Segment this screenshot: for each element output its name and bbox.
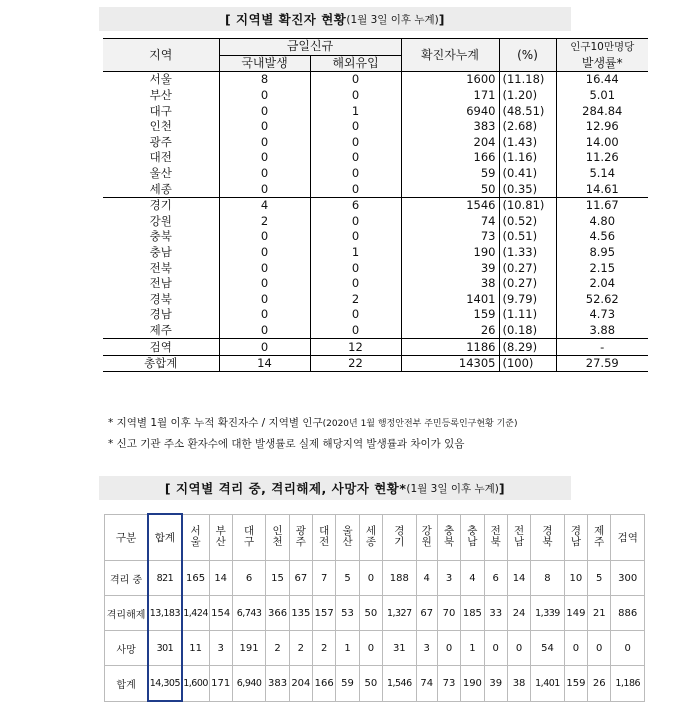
cumulative-cell: 171 bbox=[401, 88, 499, 104]
value-cell: 13,183 bbox=[148, 596, 181, 631]
region-cell: 경북 bbox=[103, 292, 219, 308]
column-header bbox=[336, 514, 359, 561]
note-1-text: * 지역별 1월 이후 누적 확진자수 / 지역별 인구 bbox=[108, 417, 323, 429]
domestic-cell: 0 bbox=[219, 166, 310, 182]
table-row bbox=[105, 631, 645, 666]
value-cell: 4 bbox=[461, 561, 484, 596]
domestic-cell: 0 bbox=[219, 292, 310, 308]
table-row bbox=[103, 103, 648, 119]
cumulative-cell: 38 bbox=[401, 276, 499, 292]
table-row bbox=[103, 307, 648, 323]
overseas-cell: 0 bbox=[310, 135, 401, 151]
value-cell: 7 bbox=[313, 561, 336, 596]
rate-cell: 4.56 bbox=[589, 229, 616, 244]
value-cell: 0 bbox=[359, 631, 382, 666]
value-cell: 154 bbox=[209, 596, 232, 631]
value-cell: 0 bbox=[611, 631, 645, 666]
value-cell: 14,305 bbox=[148, 666, 181, 702]
domestic-cell: 0 bbox=[219, 260, 310, 276]
header-domestic: 국내발생 bbox=[219, 55, 310, 72]
domestic-cell: 0 bbox=[219, 229, 310, 245]
cumulative-cell: 50 bbox=[401, 181, 499, 197]
value-cell: 3 bbox=[437, 561, 460, 596]
overseas-cell: 6 bbox=[310, 197, 401, 213]
column-header bbox=[416, 514, 437, 561]
region-cell: 제주 bbox=[103, 323, 219, 339]
overseas-cell: 12 bbox=[310, 339, 401, 356]
value-cell: 1,600 bbox=[182, 666, 209, 702]
table-row bbox=[103, 197, 648, 213]
value-cell: 26 bbox=[588, 666, 611, 702]
value-cell: 3 bbox=[416, 631, 437, 666]
overseas-cell: 0 bbox=[310, 119, 401, 135]
column-header-label: 제주 bbox=[594, 525, 605, 549]
value-cell: 6 bbox=[232, 561, 265, 596]
column-header-label: 경남 bbox=[570, 525, 581, 549]
section2-title-text: [ 지역별 격리 중, 격리해제, 사망자 현황* bbox=[164, 481, 407, 496]
column-header-label: 광주 bbox=[295, 525, 306, 549]
column-header bbox=[611, 514, 645, 561]
value-cell: 185 bbox=[461, 596, 484, 631]
domestic-cell: 4 bbox=[219, 197, 310, 213]
isolation-status-table bbox=[104, 513, 645, 702]
rate-cell: 14.00 bbox=[585, 134, 619, 149]
value-cell: 38 bbox=[507, 666, 530, 702]
value-cell: 188 bbox=[383, 561, 416, 596]
row-header: 합계 bbox=[105, 666, 149, 702]
percent-cell: (1.33) bbox=[499, 245, 556, 261]
table-row bbox=[103, 88, 648, 104]
percent-cell: (0.52) bbox=[499, 214, 556, 230]
confirmed-cases-table bbox=[103, 38, 648, 372]
value-cell: 14 bbox=[507, 561, 530, 596]
percent-cell: (10.81) bbox=[499, 197, 556, 213]
rate-cell: 11.67 bbox=[556, 197, 648, 213]
overseas-cell: 0 bbox=[310, 307, 401, 323]
cumulative-cell: 1546 bbox=[401, 197, 499, 213]
column-header bbox=[266, 514, 289, 561]
table-row bbox=[103, 339, 648, 356]
rate-cell: 4.80 bbox=[589, 213, 616, 228]
column-header-label: 대구 bbox=[244, 525, 255, 549]
overseas-cell: 1 bbox=[310, 245, 401, 261]
region-cell: 강원 bbox=[103, 214, 219, 230]
region-cell: 서울 bbox=[103, 72, 219, 88]
region-cell: 전북 bbox=[103, 260, 219, 276]
cumulative-cell: 383 bbox=[401, 119, 499, 135]
value-cell: 2 bbox=[266, 631, 289, 666]
value-cell: 24 bbox=[507, 596, 530, 631]
column-header bbox=[182, 514, 209, 561]
value-cell: 1 bbox=[336, 631, 359, 666]
overseas-cell: 0 bbox=[310, 214, 401, 230]
table-row bbox=[103, 260, 648, 276]
value-cell: 8 bbox=[531, 561, 564, 596]
cumulative-cell: 26 bbox=[401, 323, 499, 339]
column-header-label: 충남 bbox=[467, 525, 478, 549]
value-cell: 159 bbox=[564, 666, 587, 702]
column-header bbox=[437, 514, 460, 561]
column-header-label: 충북 bbox=[443, 525, 455, 549]
table-row bbox=[103, 150, 648, 166]
value-cell: 74 bbox=[416, 666, 437, 702]
percent-cell: (48.51) bbox=[499, 103, 556, 119]
column-header-label: 경북 bbox=[542, 525, 553, 549]
percent-cell: (1.11) bbox=[499, 307, 556, 323]
header-cumulative: 확진자누계 bbox=[401, 39, 499, 72]
value-cell: 3 bbox=[209, 631, 232, 666]
table-row bbox=[103, 229, 648, 245]
value-cell: 204 bbox=[289, 666, 312, 702]
cumulative-cell: 166 bbox=[401, 150, 499, 166]
table-row bbox=[103, 245, 648, 261]
rate-cell: 8.95 bbox=[589, 245, 616, 260]
region-cell: 부산 bbox=[103, 88, 219, 104]
value-cell: 166 bbox=[313, 666, 336, 702]
value-cell: 1,327 bbox=[383, 596, 416, 631]
table-row bbox=[103, 72, 648, 88]
overseas-cell: 0 bbox=[310, 88, 401, 104]
value-cell: 73 bbox=[437, 666, 460, 702]
header-percent: (%) bbox=[499, 39, 556, 72]
value-cell: 53 bbox=[336, 596, 359, 631]
percent-cell: (2.68) bbox=[499, 119, 556, 135]
rate-cell: 5.14 bbox=[589, 166, 616, 181]
percent-cell: (0.51) bbox=[499, 229, 556, 245]
value-cell: 6,940 bbox=[232, 666, 265, 702]
table-row bbox=[103, 355, 648, 372]
value-cell: 301 bbox=[148, 631, 181, 666]
column-header bbox=[105, 514, 149, 561]
column-header bbox=[232, 514, 265, 561]
column-header-label: 서울 bbox=[190, 525, 201, 549]
column-header-label: 대전 bbox=[319, 525, 330, 549]
rate-cell: 3.88 bbox=[589, 322, 616, 337]
table-row bbox=[103, 323, 648, 339]
value-cell: 0 bbox=[507, 631, 530, 666]
value-cell: 2 bbox=[313, 631, 336, 666]
value-cell: 50 bbox=[359, 666, 382, 702]
region-cell: 검역 bbox=[103, 339, 219, 356]
table-row bbox=[105, 561, 645, 596]
column-header bbox=[209, 514, 232, 561]
percent-cell: (8.29) bbox=[499, 339, 556, 356]
section1-title bbox=[99, 7, 571, 31]
table-row bbox=[103, 166, 648, 182]
domestic-cell: 0 bbox=[219, 150, 310, 166]
section2-title bbox=[99, 476, 571, 500]
rate-cell: 2.04 bbox=[589, 276, 616, 291]
value-cell: 1,424 bbox=[182, 596, 209, 631]
cumulative-cell: 59 bbox=[401, 166, 499, 182]
column-header-label: 검역 bbox=[617, 531, 638, 544]
value-cell: 191 bbox=[232, 631, 265, 666]
rate-cell: 52.62 bbox=[585, 291, 619, 306]
column-header-label: 인천 bbox=[272, 525, 283, 549]
note-1-source: (2020년 1월 행정안전부 주민등록인구현황 기준) bbox=[322, 419, 518, 429]
overseas-cell: 0 bbox=[310, 150, 401, 166]
overseas-cell: 0 bbox=[310, 72, 401, 88]
table-row bbox=[103, 181, 648, 197]
cumulative-cell: 6940 bbox=[401, 103, 499, 119]
value-cell: 190 bbox=[461, 666, 484, 702]
value-cell: 1,339 bbox=[531, 596, 564, 631]
domestic-cell: 0 bbox=[219, 119, 310, 135]
value-cell: 67 bbox=[416, 596, 437, 631]
percent-cell: (11.18) bbox=[499, 72, 556, 88]
section2-title-note: (1월 3일 이후 누계) bbox=[406, 482, 499, 495]
overseas-cell: 0 bbox=[310, 260, 401, 276]
rate-cell: 14.61 bbox=[585, 181, 619, 196]
percent-cell: (100) bbox=[499, 355, 556, 372]
value-cell: 0 bbox=[564, 631, 587, 666]
region-cell: 광주 bbox=[103, 135, 219, 151]
region-cell: 충남 bbox=[103, 245, 219, 261]
region-cell: 인천 bbox=[103, 119, 219, 135]
value-cell: 5 bbox=[336, 561, 359, 596]
cumulative-cell: 73 bbox=[401, 229, 499, 245]
value-cell: 39 bbox=[484, 666, 507, 702]
column-header bbox=[289, 514, 312, 561]
cumulative-cell: 39 bbox=[401, 260, 499, 276]
region-cell: 울산 bbox=[103, 166, 219, 182]
value-cell: 59 bbox=[336, 666, 359, 702]
value-cell: 14 bbox=[209, 561, 232, 596]
domestic-cell: 0 bbox=[219, 307, 310, 323]
percent-cell: (1.16) bbox=[499, 150, 556, 166]
cumulative-cell: 204 bbox=[401, 135, 499, 151]
value-cell: 33 bbox=[484, 596, 507, 631]
percent-cell: (1.20) bbox=[499, 88, 556, 104]
column-header bbox=[507, 514, 530, 561]
percent-cell: (0.41) bbox=[499, 166, 556, 182]
value-cell: 135 bbox=[289, 596, 312, 631]
domestic-cell: 0 bbox=[219, 88, 310, 104]
value-cell: 11 bbox=[182, 631, 209, 666]
cumulative-cell: 74 bbox=[401, 214, 499, 230]
percent-cell: (0.35) bbox=[499, 181, 556, 197]
column-header bbox=[383, 514, 416, 561]
domestic-cell: 0 bbox=[219, 103, 310, 119]
value-cell: 10 bbox=[564, 561, 587, 596]
value-cell: 31 bbox=[383, 631, 416, 666]
value-cell: 157 bbox=[313, 596, 336, 631]
header-overseas: 해외유입 bbox=[310, 55, 401, 72]
value-cell: 54 bbox=[531, 631, 564, 666]
header-rate-line2: 발생률* bbox=[556, 55, 648, 72]
domestic-cell: 0 bbox=[219, 135, 310, 151]
value-cell: 171 bbox=[209, 666, 232, 702]
region-cell: 총합계 bbox=[103, 355, 219, 372]
domestic-cell: 14 bbox=[219, 355, 310, 372]
header-region: 지역 bbox=[103, 39, 219, 72]
domestic-cell: 0 bbox=[219, 181, 310, 197]
value-cell: 1,401 bbox=[531, 666, 564, 702]
region-cell: 세종 bbox=[103, 181, 219, 197]
domestic-cell: 0 bbox=[219, 276, 310, 292]
overseas-cell: 0 bbox=[310, 323, 401, 339]
column-header-label: 울산 bbox=[342, 525, 353, 549]
table-row bbox=[103, 135, 648, 151]
table-row bbox=[103, 292, 648, 308]
cumulative-cell: 1186 bbox=[401, 339, 499, 356]
rate-cell: 12.96 bbox=[585, 119, 619, 134]
percent-cell: (0.27) bbox=[499, 260, 556, 276]
column-header-label: 세종 bbox=[365, 525, 376, 549]
value-cell: 165 bbox=[182, 561, 209, 596]
value-cell: 2 bbox=[289, 631, 312, 666]
region-cell: 충북 bbox=[103, 229, 219, 245]
overseas-cell: 2 bbox=[310, 292, 401, 308]
percent-cell: (0.27) bbox=[499, 276, 556, 292]
column-header bbox=[564, 514, 587, 561]
region-cell: 경기 bbox=[103, 197, 219, 213]
table-row bbox=[105, 596, 645, 631]
value-cell: 0 bbox=[359, 561, 382, 596]
rate-cell: 284.84 bbox=[582, 103, 623, 118]
value-cell: 300 bbox=[611, 561, 645, 596]
domestic-cell: 0 bbox=[219, 323, 310, 339]
column-header-label: 전남 bbox=[513, 525, 525, 549]
value-cell: 0 bbox=[437, 631, 460, 666]
overseas-cell: 0 bbox=[310, 276, 401, 292]
section1-title-end: ] bbox=[438, 11, 446, 27]
region-cell: 전남 bbox=[103, 276, 219, 292]
value-cell: 70 bbox=[437, 596, 460, 631]
overseas-cell: 0 bbox=[310, 229, 401, 245]
column-header-label: 부산 bbox=[215, 525, 226, 549]
cumulative-cell: 1600 bbox=[401, 72, 499, 88]
note-2: * 신고 기관 주소 환자수에 대한 발생률로 실제 해당지역 발생률과 차이가 있음 bbox=[108, 438, 465, 450]
column-header bbox=[588, 514, 611, 561]
value-cell: 821 bbox=[148, 561, 181, 596]
value-cell: 6,743 bbox=[232, 596, 265, 631]
section2-title-end: ] bbox=[498, 480, 506, 496]
cumulative-cell: 190 bbox=[401, 245, 499, 261]
value-cell: 5 bbox=[588, 561, 611, 596]
region-cell: 대전 bbox=[103, 150, 219, 166]
value-cell: 21 bbox=[588, 596, 611, 631]
percent-cell: (1.43) bbox=[499, 135, 556, 151]
cumulative-cell: 159 bbox=[401, 307, 499, 323]
value-cell: 15 bbox=[266, 561, 289, 596]
rate-cell: - bbox=[556, 339, 648, 356]
value-cell: 4 bbox=[416, 561, 437, 596]
table-row bbox=[103, 276, 648, 292]
table-row bbox=[103, 214, 648, 230]
domestic-cell: 2 bbox=[219, 214, 310, 230]
value-cell: 0 bbox=[588, 631, 611, 666]
column-header bbox=[531, 514, 564, 561]
overseas-cell: 1 bbox=[310, 103, 401, 119]
overseas-cell: 0 bbox=[310, 181, 401, 197]
domestic-cell: 8 bbox=[219, 72, 310, 88]
value-cell: 1 bbox=[461, 631, 484, 666]
column-header-label: 경기 bbox=[394, 525, 405, 549]
row-header: 격리해제 bbox=[105, 596, 149, 631]
value-cell: 50 bbox=[359, 596, 382, 631]
column-header bbox=[313, 514, 336, 561]
region-cell: 경남 bbox=[103, 307, 219, 323]
row-header: 격리 중 bbox=[105, 561, 149, 596]
region-cell: 대구 bbox=[103, 103, 219, 119]
column-header bbox=[148, 514, 181, 561]
domestic-cell: 0 bbox=[219, 245, 310, 261]
column-header bbox=[359, 514, 382, 561]
section1-title-text: [ 지역별 확진자 현황 bbox=[224, 12, 347, 27]
rate-cell: 16.44 bbox=[585, 72, 619, 87]
value-cell: 1,546 bbox=[383, 666, 416, 702]
column-header bbox=[461, 514, 484, 561]
percent-cell: (9.79) bbox=[499, 292, 556, 308]
rate-cell: 4.73 bbox=[589, 307, 616, 322]
header-today-new: 금일신규 bbox=[219, 39, 401, 56]
value-cell: 1,186 bbox=[611, 666, 645, 702]
value-cell: 366 bbox=[266, 596, 289, 631]
column-header-label: 강원 bbox=[421, 525, 432, 549]
column-header-label: 합계 bbox=[154, 532, 176, 544]
section1-title-note: (1월 3일 이후 누계) bbox=[346, 13, 439, 26]
value-cell: 67 bbox=[289, 561, 312, 596]
column-header-label: 전북 bbox=[490, 525, 501, 549]
rate-cell: 2.15 bbox=[589, 260, 616, 275]
value-cell: 149 bbox=[564, 596, 587, 631]
domestic-cell: 0 bbox=[219, 339, 310, 356]
note-1 bbox=[108, 415, 518, 430]
cumulative-cell: 1401 bbox=[401, 292, 499, 308]
rate-cell: 11.26 bbox=[585, 150, 619, 165]
column-header bbox=[484, 514, 507, 561]
rate-cell: 5.01 bbox=[589, 88, 616, 103]
cumulative-cell: 14305 bbox=[401, 355, 499, 372]
value-cell: 383 bbox=[266, 666, 289, 702]
row-header: 사망 bbox=[105, 631, 149, 666]
value-cell: 6 bbox=[484, 561, 507, 596]
overseas-cell: 22 bbox=[310, 355, 401, 372]
percent-cell: (0.18) bbox=[499, 323, 556, 339]
value-cell: 0 bbox=[484, 631, 507, 666]
header-rate-line1: 인구10만명당 bbox=[556, 39, 648, 56]
table-row bbox=[103, 119, 648, 135]
value-cell: 886 bbox=[611, 596, 645, 631]
overseas-cell: 0 bbox=[310, 166, 401, 182]
rate-cell: 27.59 bbox=[556, 355, 648, 372]
table-row bbox=[105, 666, 645, 702]
column-header-label: 구분 bbox=[115, 531, 137, 544]
